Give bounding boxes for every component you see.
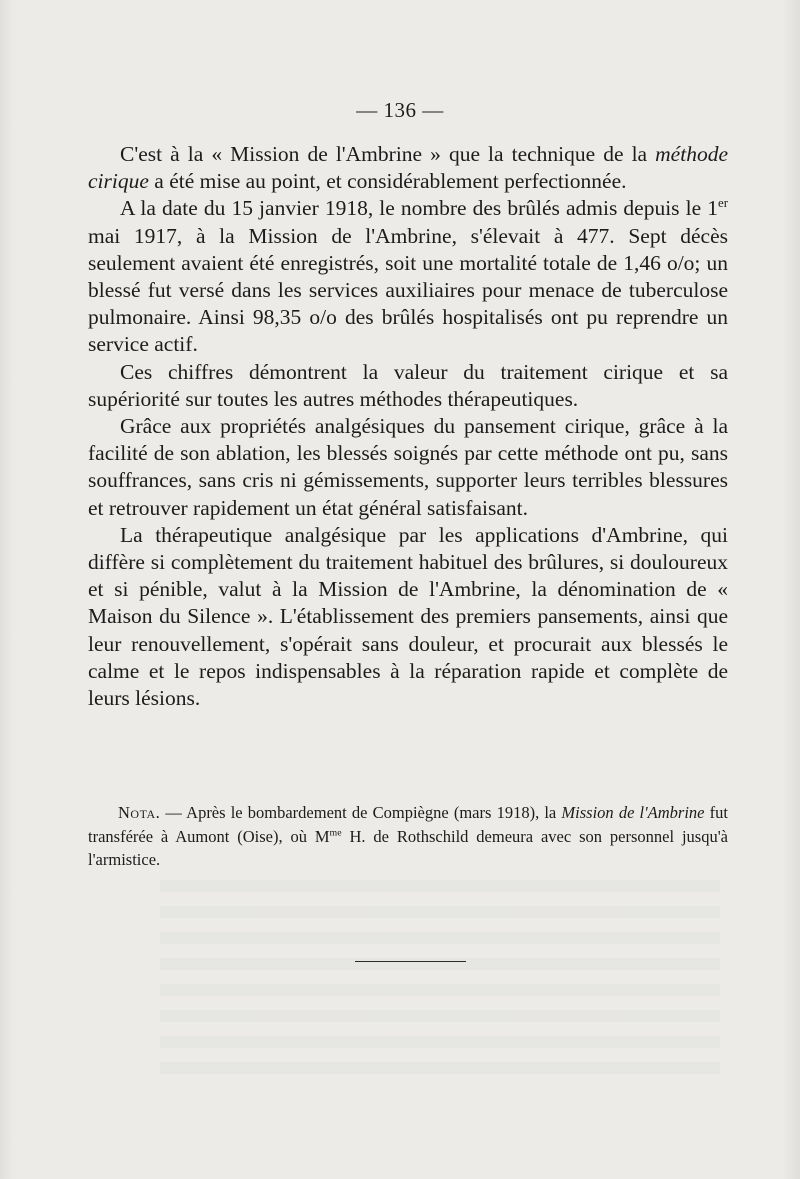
- paragraph-2-text-a: A la date du 15 janvier 1918, le nombre des brûlés admis depuis le 1: [120, 196, 718, 221]
- paragraph-2-superscript: er: [717, 196, 728, 211]
- paragraph-3: Ces chiffres démontrent la valeur du traitement cirique et sa supériorité sur toutes les autres méthodes thérapeutiques.: [88, 359, 728, 411]
- paragraph-1: [88, 141, 728, 195]
- body-text: [88, 141, 728, 712]
- section-divider-rule: [355, 961, 466, 962]
- footnote-italic: Mission de l'Ambrine: [561, 803, 705, 822]
- footnote-label: Nota.: [118, 803, 161, 822]
- paragraph-2: [88, 195, 728, 358]
- footnote-text-c: H. de Rothschild demeura avec son personnel jusqu'à l'armistice.: [88, 826, 729, 869]
- footnote: [88, 801, 728, 872]
- paragraph-5: La thérapeutique analgésique par les applications d'Ambrine, qui diffère si complètement du traitement habituel des brûlures, si douloureux et si pénible, valut à la Mission de l'Ambrine, la dénomination de « Maison du Silence ». L'établissement des premiers pansements, ainsi que leur renouvellement, s'opérait sans douleur, et procurait aux blessés le calme et le repos indispensables à la réparation rapide et complète de leurs lésions.: [88, 522, 728, 711]
- paragraph-1-text-a: C'est à la « Mission de l'Ambrine » que la technique de la: [120, 142, 656, 166]
- footnote-superscript: me: [329, 827, 342, 838]
- page-number: — 136 —: [356, 98, 444, 122]
- paragraph-1-text-b: a été mise au point, et considérablement perfectionnée.: [148, 169, 627, 194]
- footnote-text-a: — Après le bombardement de Compiègne (mars 1918), la: [160, 803, 562, 822]
- paragraph-1-italic: méthode cirique: [88, 142, 728, 194]
- paragraph-4: Grâce aux propriétés analgésiques du pansement cirique, grâce à la facilité de son ablation, les blessés soignés par cette méthode ont pu, sans souffrances, sans cris ni gémissements, supporter leurs terribles blessures et retrouver rapidement un état général satisfaisant.: [88, 414, 728, 520]
- footnote-text-b: fut transférée à Aumont (Oise), où M: [88, 803, 728, 846]
- bleed-through-shadow: [160, 880, 720, 1080]
- paragraph-2-text-b: mai 1917, à la Mission de l'Ambrine, s'élevait à 477. Sept décès seulement avaient été enregistrés, soit une mortalité totale de 1,46 o/o; un blessé fut versé dans les services auxiliaires pour menace de tuberculose pulmonaire. Ainsi 98,35 o/o des brûlés hospitalisés ont pu reprendre un service actif.: [88, 223, 728, 357]
